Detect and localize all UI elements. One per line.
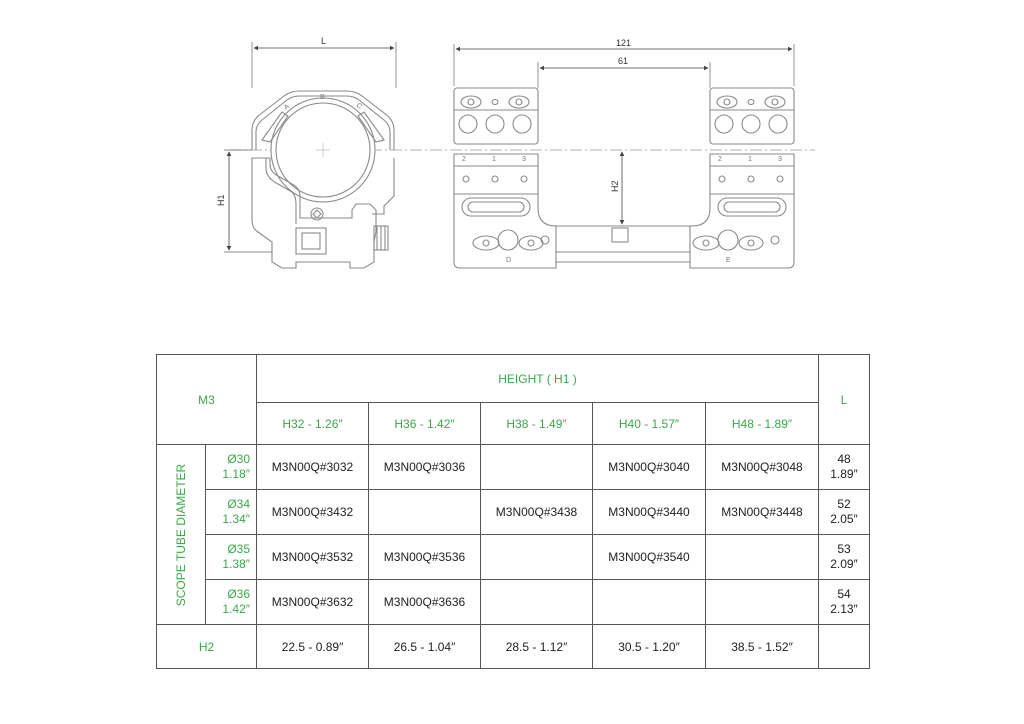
part-number-cell: M3N00Q#3036: [369, 445, 481, 490]
dimension-61-label: 61: [618, 56, 629, 66]
scope-tube-diameter-label: SCOPE TUBE DIAMETER: [157, 445, 206, 625]
part-number-cell: [369, 490, 481, 535]
part-number-cell: M3N00Q#3532: [257, 535, 369, 580]
model-cell: M3: [157, 355, 257, 445]
length-cell: 52 2.05″: [819, 490, 870, 535]
mark-a: A: [282, 103, 291, 112]
length-cell: 53 2.09″: [819, 535, 870, 580]
height-col-header: H38 - 1.49″: [481, 403, 593, 445]
mark-left-3: 3: [522, 156, 526, 163]
tube-diameter-cell: Ø34 1.34″: [206, 490, 257, 535]
tube-diameter-cell: Ø35 1.38″: [206, 535, 257, 580]
mark-right-1: 1: [748, 156, 752, 163]
dimension-h1-label: H1: [216, 194, 226, 206]
mark-right-2: 2: [718, 156, 722, 163]
part-number-cell: M3N00Q#3448: [706, 490, 819, 535]
height-col-header: H48 - 1.89″: [706, 403, 819, 445]
height-col-header: H32 - 1.26″: [257, 403, 369, 445]
h2-value-cell: 30.5 - 1.20″: [593, 625, 706, 669]
length-cell: 48 1.89″: [819, 445, 870, 490]
h2-value-cell: 38.5 - 1.52″: [706, 625, 819, 669]
part-number-cell: [481, 535, 593, 580]
dimension-l-label: L: [321, 36, 327, 46]
part-number-cell: M3N00Q#3636: [369, 580, 481, 625]
height-col-header: H40 - 1.57″: [593, 403, 706, 445]
part-number-cell: M3N00Q#3536: [369, 535, 481, 580]
part-number-cell: M3N00Q#3432: [257, 490, 369, 535]
dimension-121-label: 121: [616, 38, 632, 48]
part-number-cell: [706, 580, 819, 625]
mark-d: D: [506, 257, 512, 264]
front-view-ring: [252, 91, 394, 268]
part-number-cell: M3N00Q#3040: [593, 445, 706, 490]
part-number-cell: M3N00Q#3632: [257, 580, 369, 625]
h2-value-cell: 22.5 - 0.89″: [257, 625, 369, 669]
part-number-cell: M3N00Q#3440: [593, 490, 706, 535]
part-number-cell: M3N00Q#3540: [593, 535, 706, 580]
dimension-l: [252, 42, 396, 88]
l-header: L: [819, 355, 870, 445]
height-col-header: H36 - 1.42″: [369, 403, 481, 445]
spec-table: [156, 354, 870, 669]
part-number-cell: M3N00Q#3438: [481, 490, 593, 535]
part-number-cell: [481, 445, 593, 490]
mark-left-2: 2: [462, 156, 466, 163]
h2-value-cell: 26.5 - 1.04″: [369, 625, 481, 669]
part-number-cell: M3N00Q#3048: [706, 445, 819, 490]
side-view-mount: [454, 88, 794, 268]
mark-right-3: 3: [778, 156, 782, 163]
tube-diameter-cell: Ø30 1.18″: [206, 445, 257, 490]
mark-b: B: [320, 94, 325, 101]
part-number-cell: [593, 580, 706, 625]
technical-drawing: [0, 0, 1024, 300]
h2-label: H2: [157, 625, 257, 669]
part-number-cell: [481, 580, 593, 625]
mark-c: C: [354, 102, 364, 111]
part-number-cell: M3N00Q#3032: [257, 445, 369, 490]
h2-value-cell: 28.5 - 1.12″: [481, 625, 593, 669]
mark-left-1: 1: [492, 156, 496, 163]
tube-diameter-cell: Ø36 1.42″: [206, 580, 257, 625]
part-number-cell: [706, 535, 819, 580]
dimension-h2-label: H2: [610, 180, 620, 192]
height-header: HEIGHT ( H1 ): [257, 355, 819, 403]
mark-e: E: [726, 257, 731, 264]
length-cell: 54 2.13″: [819, 580, 870, 625]
h2-empty-cell: [819, 625, 870, 669]
